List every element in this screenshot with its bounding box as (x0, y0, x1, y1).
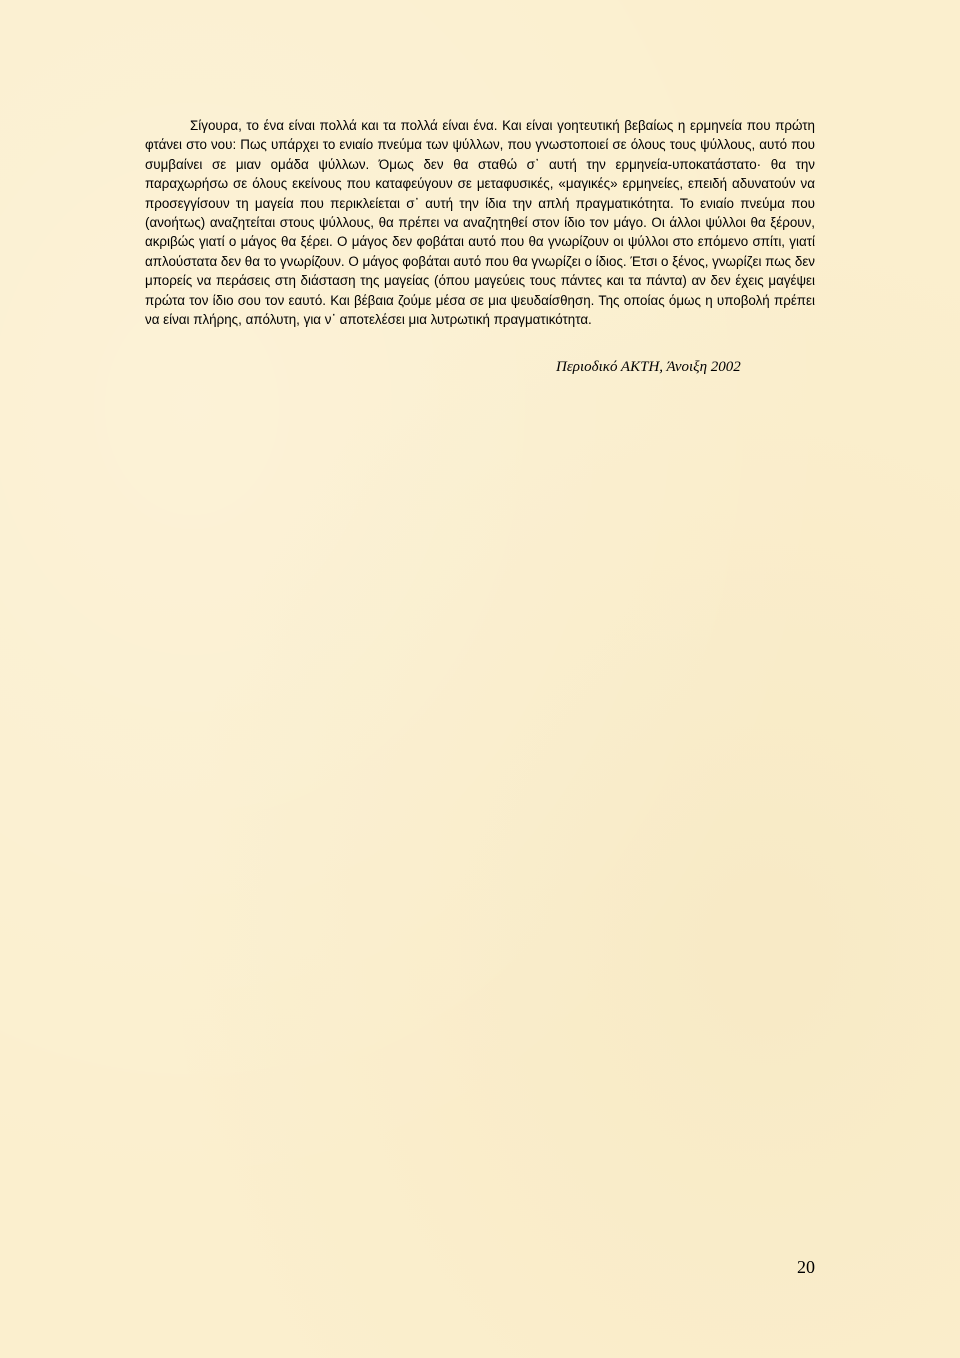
paragraph: Σίγουρα, το ένα είναι πολλά και τα πολλά είναι ένα. Και είναι γοητευτική βεβαίως η ερμηνεία που πρώτη φτάνει στο νου: Πως υπάρχει το ενιαίο πνεύμα των ψύλλων, που γνωστοποιεί σε όλους τους ψύλλους, αυτό που συμβαίνει σε μιαν ομάδα ψύλλων. Όμως δεν θα σταθώ σ᾽ αυτή την ερμηνεία-υποκατάστατο· θα την παραχωρήσω σε όλους εκείνους που καταφεύγουν σε μεταφυσικές, «μαγικές» ερμηνείες, επειδή αδυνατούν να προσεγγίσουν τη μαγεία που περικλείεται σ᾽ αυτή την ίδια την απλή πραγματικότητα. Το ενιαίο πνεύμα που (ανοήτως) αναζητείται στους ψύλλους, θα πρέπει να αναζητηθεί στον ίδιο τον μάγο. Οι άλλοι ψύλλοι θα ξέρουν, ακριβώς γιατί ο μάγος θα ξέρει. Ο μάγος δεν φοβάται αυτό που θα γνωρίζουν οι ψύλλοι στο επόμενο σπίτι, γιατί απλούστατα δεν θα το γνωρίζουν. Ο μάγος φοβάται αυτό που θα γνωρίζει ο ίδιος. Έτσι ο ξένος, γνωρίζει πως δεν μπορείς να περάσεις στη διάσταση της μαγείας (όπου μαγεύεις τους πάντες και τα πάντα) αν δεν έχεις μαγέψει πρώτα τον ίδιο σου τον εαυτό. Και βέβαια ζούμε μέσα σε μια ψευδαίσθηση. Της οποίας όμως η υποβολή πρέπει να είναι πλήρης, απόλυτη, για ν᾽ αποτελέσει μια λυτρωτική πραγματικότητα. (145, 118, 815, 328)
citation: Περιοδικό ΑΚΤΗ, Άνοιξη 2002 (556, 359, 741, 375)
body-text (145, 116, 815, 329)
page-number: 20 (797, 1257, 815, 1277)
